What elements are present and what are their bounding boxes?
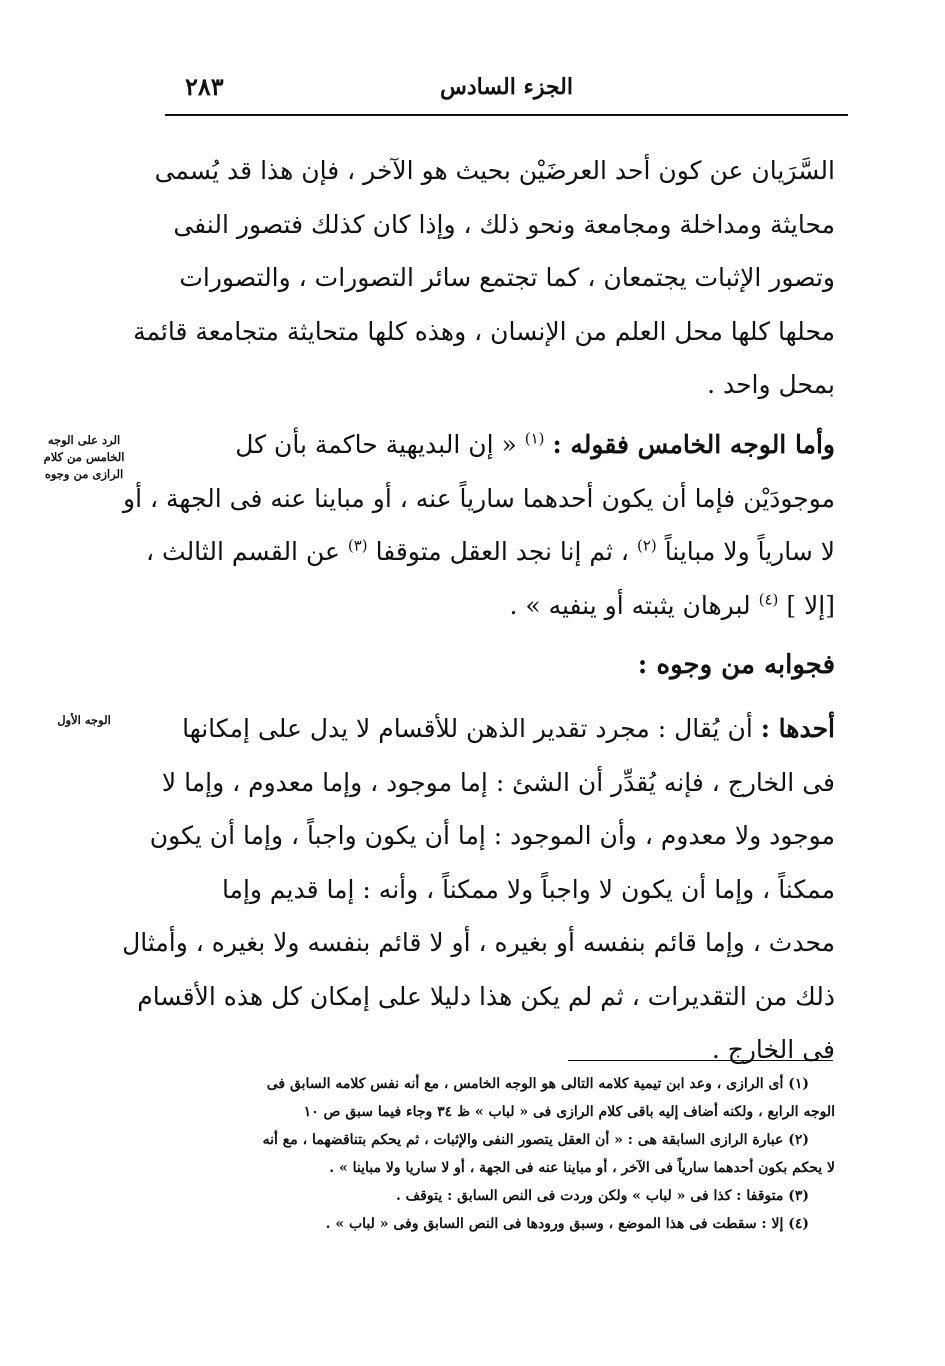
text-line: ذلك من التقديرات ، ثم لم يكن هذا دليلا على إمكان كل هذه الأقسام <box>137 981 835 1011</box>
text-line: السَّرَيان عن كون أحد العرضَيْن بحيث هو الآخر ، فإن هذا قد يُسمى <box>154 156 835 185</box>
text-line <box>146 525 835 579</box>
footnote-ref: (٤) <box>758 590 779 609</box>
text-run: عن القسم الثالث ، <box>146 537 340 566</box>
running-title: الجزء السادس <box>440 74 573 100</box>
section-heading: فجوابه من وجوه : <box>637 650 835 680</box>
paragraph-3 <box>122 702 835 1077</box>
bold-lead: وأما الوجه الخامس فقوله : <box>552 430 835 459</box>
text-line: فى الخارج . <box>711 1035 835 1064</box>
text-run: [إلا ] <box>786 590 835 620</box>
text-run: أن يُقال : مجرد تقدير الذهن للأقسام لا يدل على إمكانها <box>182 714 753 743</box>
footnote-line: الوجه الرابع ، ولكنه أضاف إليه باقى كلام الرازى فى « لباب » ظ ٣٤ وجاء فيما سبق ص ١٠ <box>303 1104 835 1120</box>
text-line: موجودَيْن فإما أن يكون أحدهما سارياً عنه ، أو مباينا عنه فى الجهة ، أو <box>123 483 835 513</box>
text-line: محايثة ومداخلة ومجامعة ونحو ذلك ، وإذا كان كذلك فتصور النفى <box>173 209 835 239</box>
margin-note-line: الرد على الوجه <box>47 433 121 447</box>
bold-lead: أحدها : <box>760 714 835 743</box>
footnote-ref: (٣) <box>347 536 368 555</box>
text-line: وتصور الإثبات يجتمعان ، كما تجتمع سائر التصورات ، والتصورات <box>179 263 835 292</box>
text-line: موجود ولا معدوم ، وأن الموجود : إما أن يكون واجباً ، وإما أن يكون <box>149 821 835 850</box>
footnote-line: (١) أى الرازى ، وعد ابن تيمية كلامه التالى هو الوجه الخامس ، مع أنه نفس كلامه السابق فى <box>266 1076 809 1092</box>
page-number: ٢٨٣ <box>185 72 224 101</box>
margin-note-line: الرازى من وجوه <box>44 467 124 481</box>
paragraph-1 <box>133 144 835 412</box>
text-line: فى الخارج ، فإنه يُقدِّر أن الشئ : إما موجود ، وإما معدوم ، وإما لا <box>161 767 835 797</box>
page-header <box>165 68 848 116</box>
text-line: بمحل واحد . <box>707 370 835 399</box>
footnote-ref: (١) <box>524 429 545 448</box>
footnote-line: (٢) عبارة الرازى السابقة هى : « أن العقل يتصور النفى والإثبات ، ثم يحكم بتناقضهما ، مع أنه <box>262 1132 809 1148</box>
text-line: محلها كلها محل العلم من الإنسان ، وهذه كلها متحايثة متجامعة قائمة <box>133 316 835 346</box>
footnotes <box>160 1070 835 1238</box>
margin-note-line: الخامس من كلام <box>43 450 125 464</box>
text-run: لا سارياً ولا مبايناً <box>664 537 835 566</box>
text-line: ممكناً ، وإما أن يكون لا واجباً ولا ممكناً ، وأنه : إما قديم وإما <box>221 874 835 904</box>
text-run: لبرهان يثبته أو ينفيه » . <box>509 590 751 620</box>
footnote-line: لا يحكم بكون أحدهما سارياً فى الآخر ، أو مباينا عنه فى الجهة ، أو لا ساريا ولا مباينا » . <box>329 1160 835 1176</box>
text-run: « إن البديهية حاكمة بأن كل <box>235 430 517 459</box>
margin-note-first-aspect: الوجه الأول <box>57 713 111 727</box>
text-line: محدث ، وإما قائم بنفسه أو بغيره ، أو لا قائم بنفسه ولا بغيره ، وأمثال <box>122 928 835 957</box>
footnote-divider <box>568 1060 833 1061</box>
text-line <box>180 702 835 756</box>
text-line <box>180 579 835 633</box>
text-line <box>180 418 835 472</box>
footnote-ref: (٢) <box>636 536 657 555</box>
footnote-line: (٤) إلا : سقطت فى هذا الموضع ، وسبق ورودها فى النص السابق وفى « لباب » . <box>325 1216 809 1232</box>
text-run: ، ثم إنا نجد العقل متوقفا <box>375 537 629 566</box>
paragraph-2 <box>123 418 835 632</box>
footnote-line: (٣) متوقفا : كذا فى « لباب » ولكن وردت فى النص السابق : يتوقف . <box>395 1188 809 1204</box>
